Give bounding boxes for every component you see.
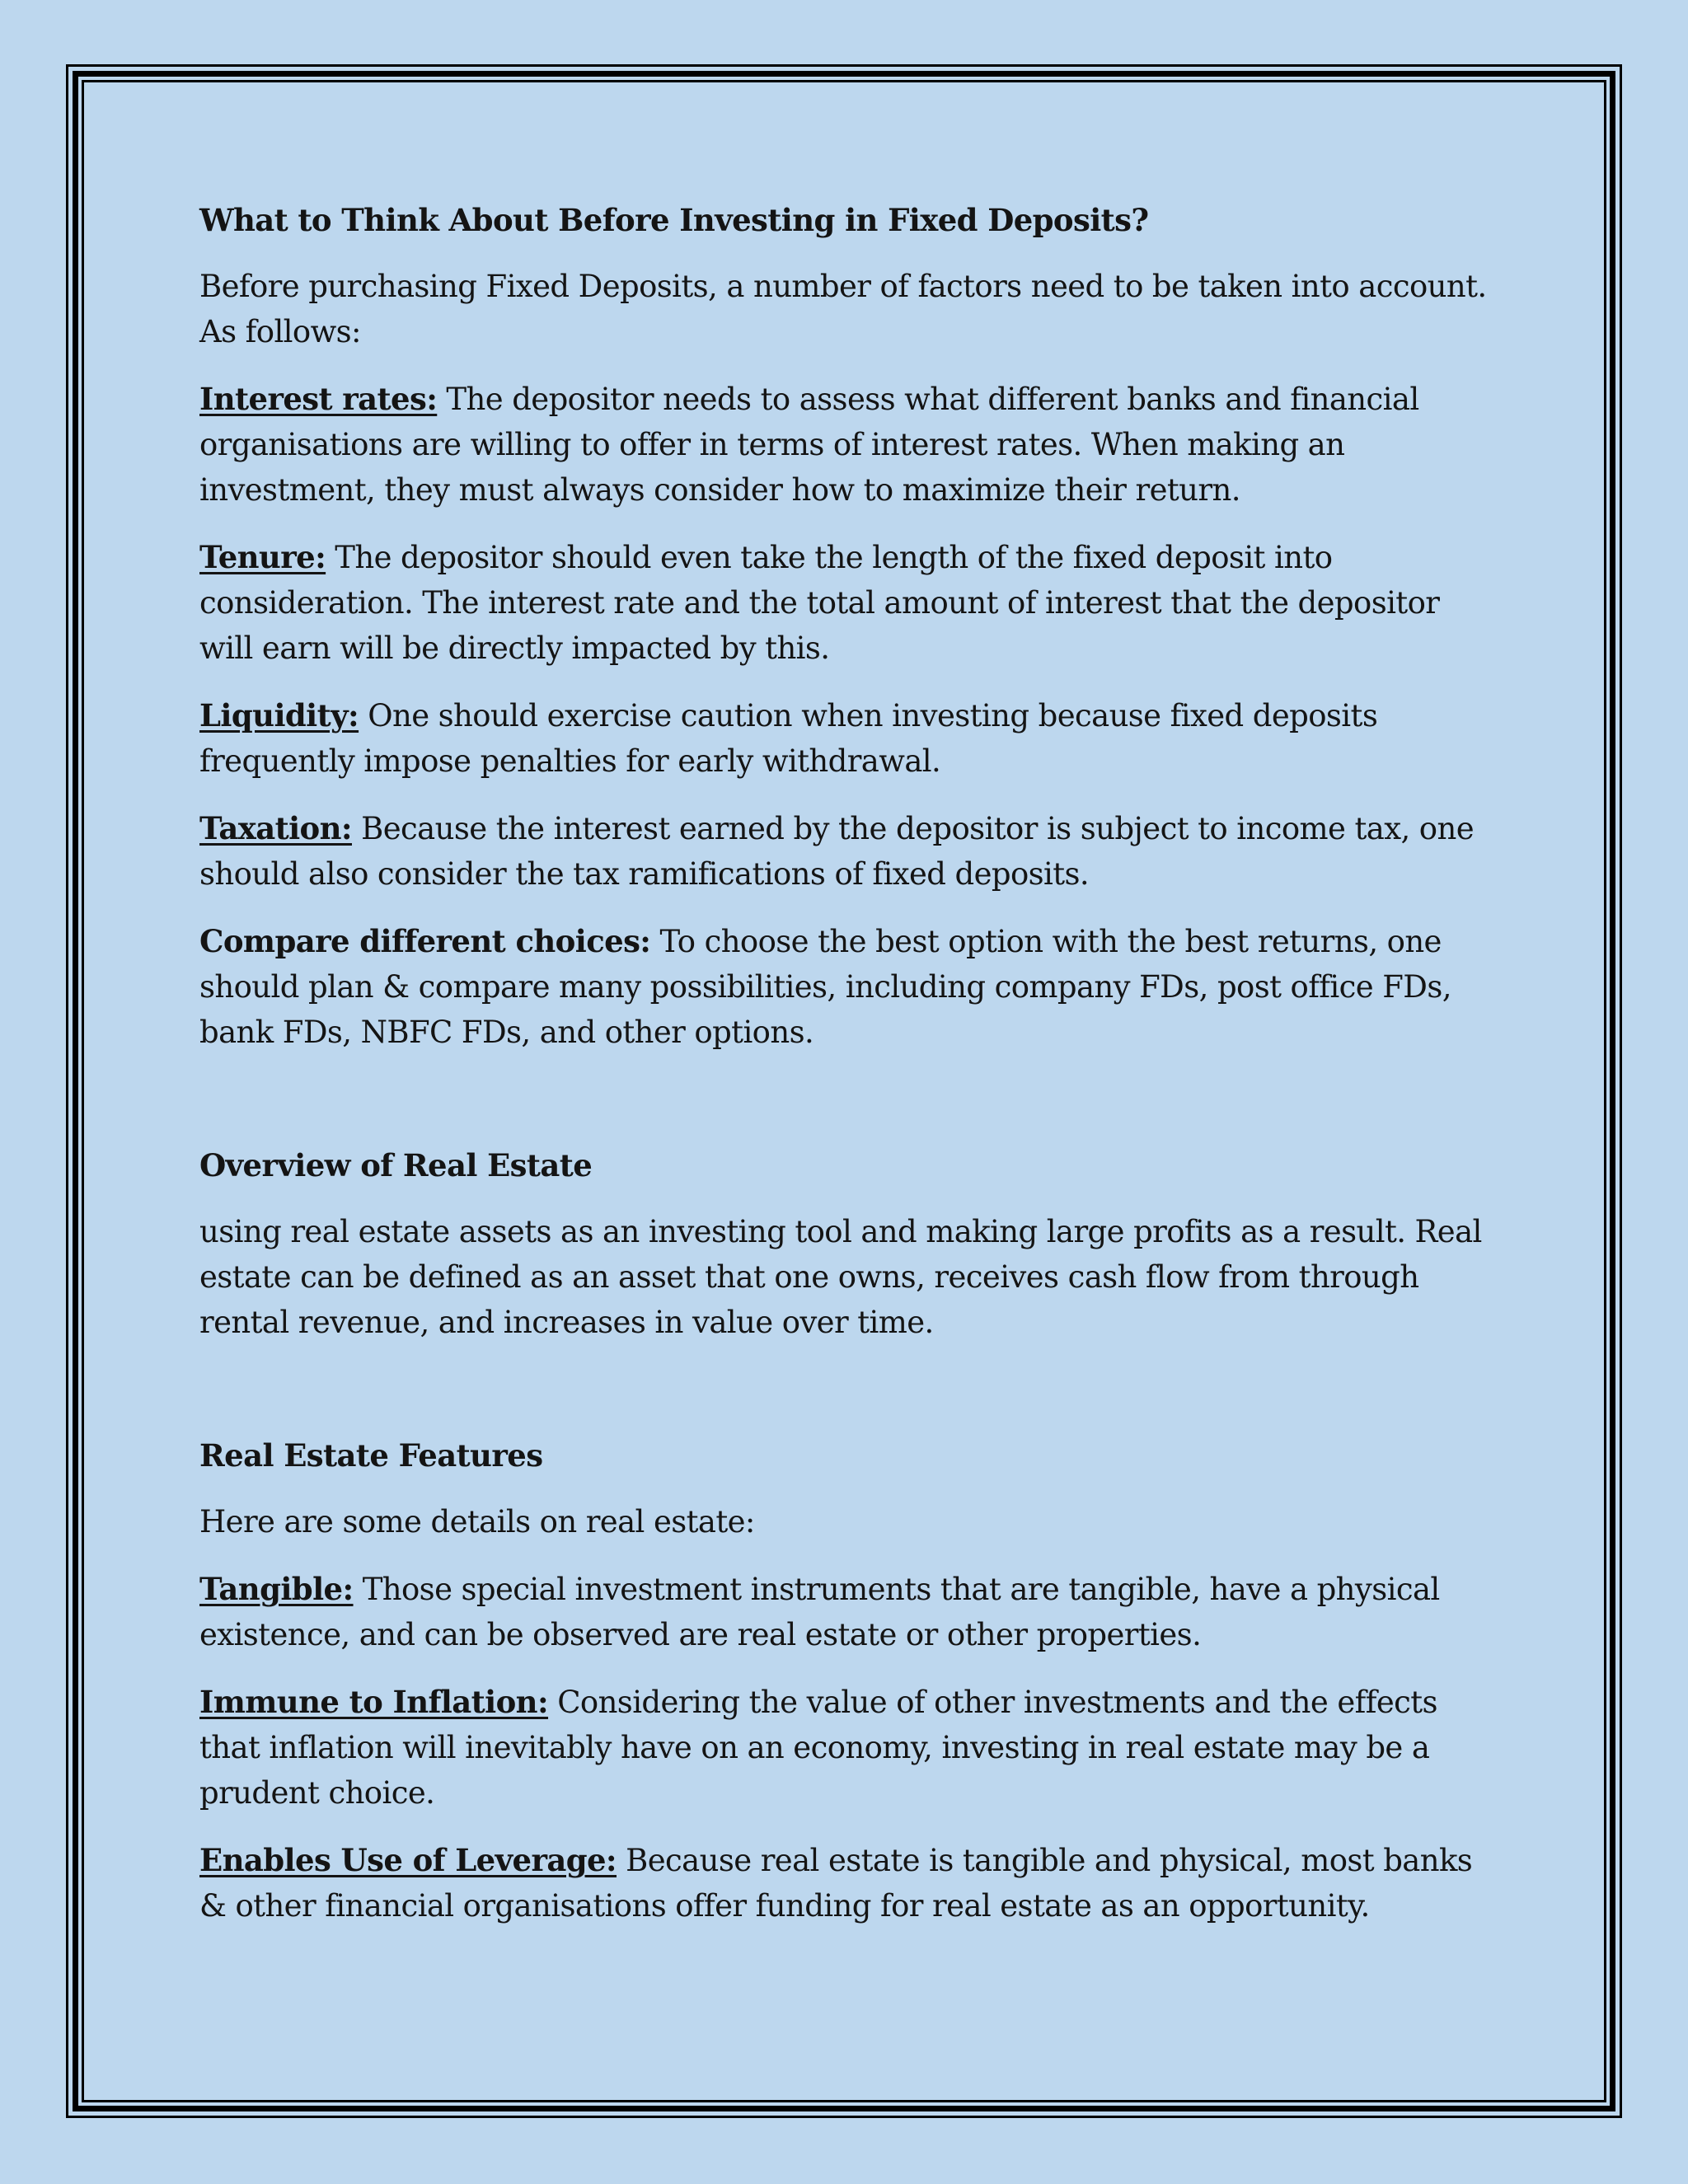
- section-heading: What to Think About Before Investing in Fixed Deposits?: [199, 202, 1149, 238]
- item-text: To choose the best option with the best returns, one should plan & compare many possibilities, including company FDs, post office FDs, bank FDs, NBFC FDs, and other options.: [199, 924, 1451, 1050]
- list-item: [199, 377, 1502, 513]
- section-spacer: [199, 1367, 1502, 1433]
- item-term: Immune to Inflation:: [199, 1684, 549, 1720]
- item-term: Liquidity:: [199, 697, 359, 733]
- list-item: [199, 1838, 1502, 1929]
- list-item: [199, 693, 1502, 784]
- item-text: Considering the value of other investments and the effects that inflation will inevitably have on an economy, investing in real estate may be a prudent choice.: [199, 1685, 1437, 1811]
- section-spacer: [199, 1077, 1502, 1143]
- list-item: [199, 1567, 1502, 1657]
- item-term: Compare different choices:: [199, 923, 651, 959]
- section-heading: Overview of Real Estate: [199, 1147, 593, 1183]
- item-term: Interest rates:: [199, 381, 438, 417]
- list-item: [199, 919, 1502, 1055]
- list-item: [199, 1680, 1502, 1816]
- section-real-estate-overview: [199, 1143, 1502, 1345]
- item-text: The depositor needs to assess what different banks and financial organisations are willing to offer in terms of interest rates. When making an investment, they must always consider how to maximize their return.: [199, 382, 1419, 508]
- list-item: [199, 535, 1502, 671]
- item-text: One should exercise caution when investing because fixed deposits frequently impose penalties for early withdrawal.: [199, 698, 1378, 779]
- section-intro: using real estate assets as an investing tool and making large profits as a result. Real estate can be defined as an asset that one owns, receives cash flow from through rental revenue, and increases in value over time.: [199, 1214, 1482, 1340]
- item-term: Taxation:: [199, 810, 352, 846]
- item-term: Tangible:: [199, 1571, 354, 1607]
- section-fixed-deposits: [199, 198, 1502, 1055]
- section-intro: Before purchasing Fixed Deposits, a number of factors need to be taken into account. As follows:: [199, 269, 1487, 349]
- item-text: Those special investment instruments that are tangible, have a physical existence, and can be observed are real estate or other properties.: [199, 1572, 1440, 1652]
- document-body: [199, 198, 1502, 1951]
- list-item: [199, 806, 1502, 897]
- section-real-estate-features: [199, 1433, 1502, 1929]
- item-term: Tenure:: [199, 539, 326, 575]
- item-text: The depositor should even take the length of the fixed deposit into consideration. The interest rate and the total amount of interest that the depositor will earn will be directly impacted by this.: [199, 540, 1440, 666]
- section-heading: Real Estate Features: [199, 1437, 543, 1474]
- item-term: Enables Use of Leverage:: [199, 1842, 617, 1878]
- item-text: Because real estate is tangible and physical, most banks & other financial organisations offer funding for real estate as an opportunity.: [199, 1843, 1473, 1924]
- item-text: Because the interest earned by the depositor is subject to income tax, one should also consider the tax ramifications of fixed deposits.: [199, 811, 1474, 892]
- section-intro: Here are some details on real estate:: [199, 1504, 755, 1540]
